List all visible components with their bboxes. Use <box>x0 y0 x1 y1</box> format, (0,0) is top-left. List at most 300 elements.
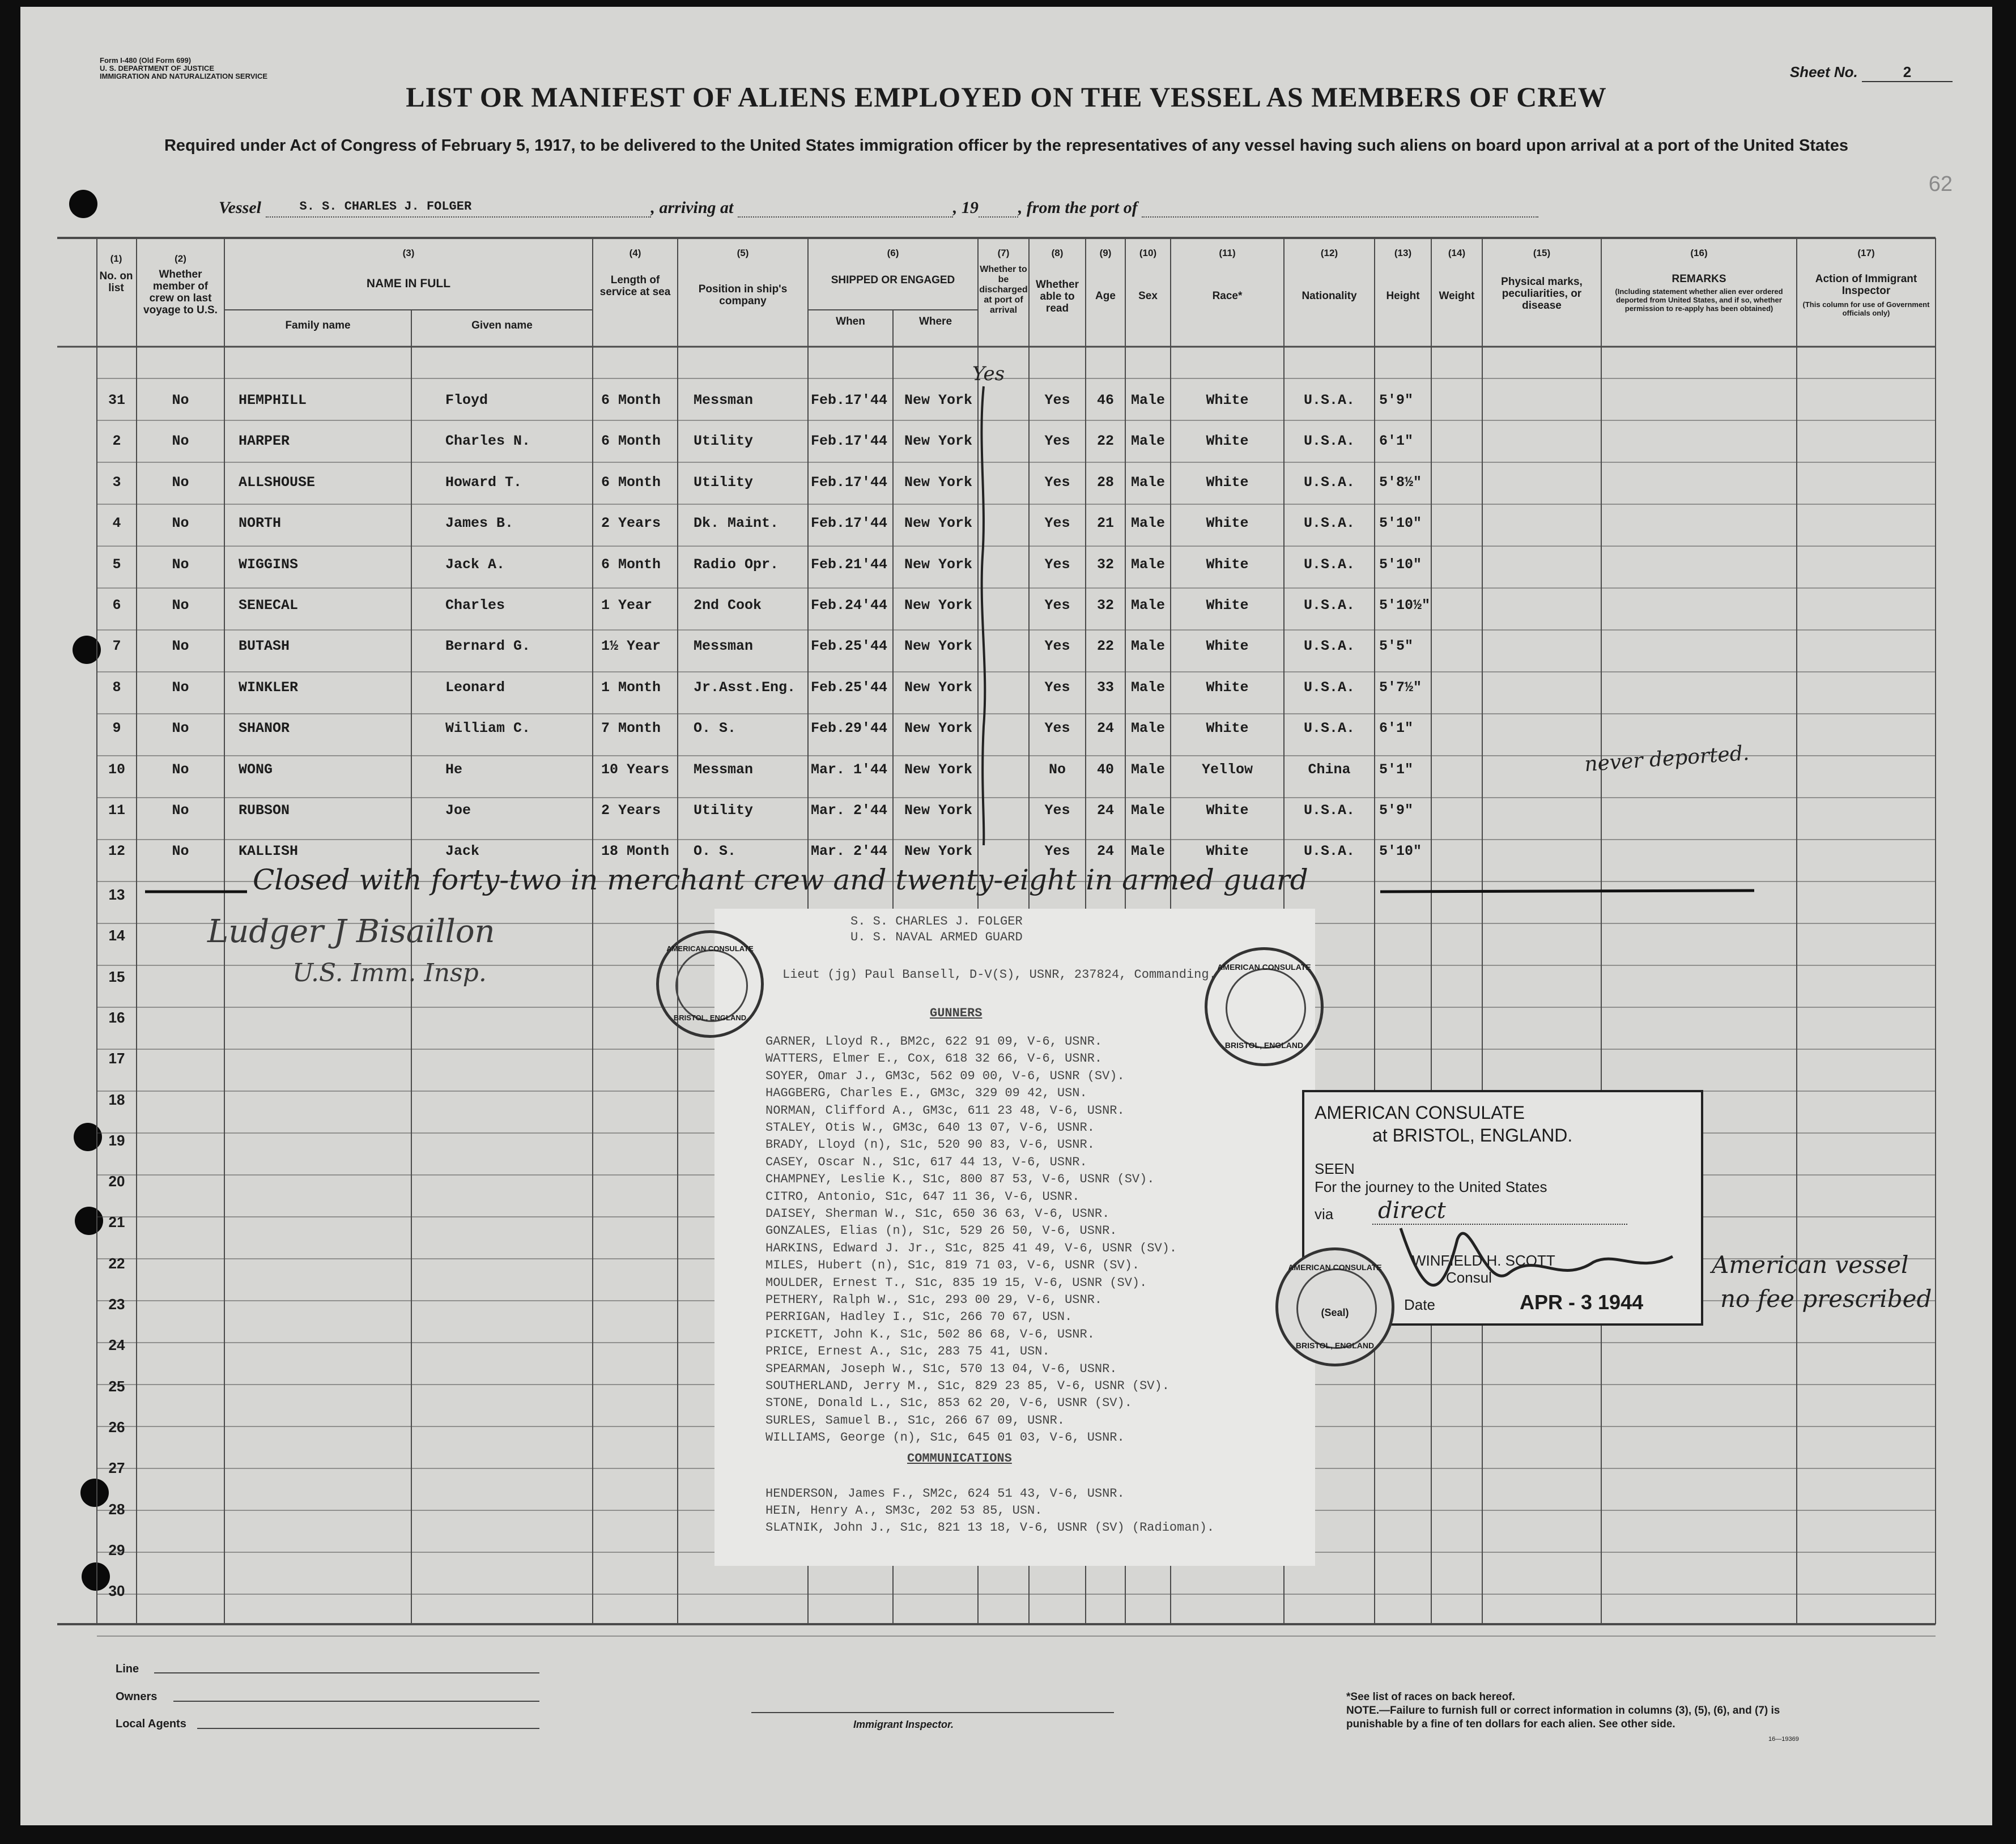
cell-age: 46 <box>1096 392 1114 408</box>
cell-where: New York <box>904 433 973 450</box>
page-subtitle: Required under Act of Congress of February 5, 1917, to be delivered to the United States immigration officer by the representatives of any vessel having such aliens on board upon arrival at a port of the United States <box>164 137 1849 155</box>
sheet-value: 2 <box>1862 63 1953 82</box>
col-17-subheader: (This column for use of Government officials only) <box>1802 300 1930 317</box>
footer-agents-field <box>197 1728 539 1729</box>
row-number: 13 <box>108 886 125 903</box>
row-number: 26 <box>108 1418 125 1436</box>
col-5-header: Position in ship's company <box>698 283 788 307</box>
cell-prev: No <box>172 679 189 696</box>
cell-nationality: U.S.A. <box>1303 843 1355 860</box>
col-16-num: (16) <box>1690 248 1708 258</box>
via-value: direct <box>1378 1198 1446 1224</box>
col-3-family-header: Family name <box>285 320 351 331</box>
handwritten-american-vessel: American vessel <box>1712 1251 1909 1279</box>
cell-nationality: U.S.A. <box>1303 392 1355 408</box>
from-port-label: , from the port of <box>1018 198 1138 217</box>
seen-label: SEEN <box>1315 1160 1355 1177</box>
cell-where: New York <box>904 720 973 737</box>
cell-given: William C. <box>445 720 531 737</box>
cell-prev: No <box>172 474 189 491</box>
cell-prev: No <box>172 597 189 614</box>
page-title: LIST OR MANIFEST OF ALIENS EMPLOYED ON THE VESSEL AS MEMBERS OF CREW <box>406 81 1607 113</box>
cell-height: 5'10" <box>1379 843 1422 860</box>
cell-race: White <box>1206 720 1249 737</box>
col-8-num: (8) <box>1051 248 1064 258</box>
col-2-num: (2) <box>175 253 186 264</box>
cell-when: Mar. 2'44 <box>811 843 888 860</box>
cell-when: Feb.17'44 <box>811 392 888 408</box>
cell-age: 32 <box>1096 597 1114 614</box>
cell-family: SENECAL <box>239 597 299 614</box>
cell-no: 8 <box>112 679 121 696</box>
cell-service: 6 Month <box>601 433 661 450</box>
cell-service: 2 Years <box>601 802 661 819</box>
cell-read: Yes <box>1044 720 1070 737</box>
cell-height: 5'9" <box>1379 802 1414 819</box>
gunner-entry: PETHERY, Ralph W., S1c, 293 00 29, V-6, USNR. <box>765 1293 1103 1307</box>
cell-race: White <box>1206 392 1249 408</box>
cell-given: Jack <box>445 843 480 860</box>
cell-when: Feb.17'44 <box>811 515 888 532</box>
gunner-entry: HARKINS, Edward J. Jr., S1c, 825 41 49, V-6, USNR (SV). <box>765 1241 1177 1255</box>
col-13-header: Height <box>1386 290 1420 302</box>
cell-nationality: U.S.A. <box>1303 474 1355 491</box>
col-12-num: (12) <box>1320 248 1338 258</box>
cell-when: Mar. 1'44 <box>811 761 888 778</box>
gunner-entry: PICKETT, John K., S1c, 502 86 68, V-6, USNR. <box>765 1327 1095 1342</box>
col-3-header: NAME IN FULL <box>366 277 451 290</box>
cell-sex: Male <box>1130 474 1165 491</box>
gunner-entry: MILES, Hubert (n), S1c, 819 71 03, V-6, USNR (SV). <box>765 1258 1140 1273</box>
row-number: 27 <box>108 1459 125 1477</box>
row-number: 30 <box>108 1582 125 1600</box>
col-2-header: Whether member of crew on last voyage to U.S. <box>143 269 218 316</box>
col-7-header: Whether to be discharged at port of arrival <box>979 265 1028 315</box>
cell-age: 22 <box>1096 433 1114 450</box>
seal-text-top: AMERICAN CONSULATE <box>1217 963 1311 972</box>
gunner-entry: CASEY, Oscar N., S1c, 617 44 13, V-6, USNR. <box>765 1155 1087 1169</box>
col-17-header: Action of Immigrant Inspector <box>1815 273 1917 297</box>
cell-service: 6 Month <box>601 474 661 491</box>
cell-family: WONG <box>239 761 273 778</box>
gunner-entry: MOULDER, Ernest T., S1c, 835 19 15, V-6, USNR (SV). <box>765 1275 1147 1290</box>
inspector-signature: Ludger J Bisaillon <box>207 913 495 950</box>
row-number: 29 <box>108 1541 125 1558</box>
cell-read: Yes <box>1044 679 1070 696</box>
cell-position: Radio Opr. <box>694 556 779 573</box>
cell-height: 5'10" <box>1379 556 1422 573</box>
cell-read: Yes <box>1044 392 1070 408</box>
cell-height: 5'5" <box>1379 638 1414 655</box>
cell-age: 22 <box>1096 638 1114 655</box>
cell-when: Mar. 2'44 <box>811 802 888 819</box>
year-label: , 19 <box>952 198 979 217</box>
handwritten-closing-note: Closed with forty-two in merchant crew and twenty-eight in armed guard <box>253 863 1308 896</box>
cell-height: 6'1" <box>1379 720 1414 737</box>
col-9-header: Age <box>1095 290 1116 302</box>
cell-nationality: U.S.A. <box>1303 597 1355 614</box>
footer-line-field <box>154 1672 539 1673</box>
consulate-seal-left <box>656 930 764 1038</box>
cell-prev: No <box>172 433 189 450</box>
consul-title: Consul <box>1446 1269 1492 1286</box>
cell-sex: Male <box>1130 638 1165 655</box>
cell-position: Messman <box>694 761 754 778</box>
footer-code: 16—19369 <box>1768 1736 1799 1743</box>
cell-service: 10 Years <box>601 761 670 778</box>
sheet-label: Sheet No. <box>1789 63 1858 80</box>
cell-given: Leonard <box>445 679 505 696</box>
gunner-entry: PERRIGAN, Hadley I., S1c, 266 70 67, USN. <box>765 1310 1073 1325</box>
cell-read: Yes <box>1044 433 1070 450</box>
handwritten-remark-wong: never deported. <box>1583 741 1750 777</box>
cell-no: 10 <box>108 761 125 778</box>
cell-prev: No <box>172 761 189 778</box>
col-1-num: (1) <box>110 253 122 264</box>
cell-given: Howard T. <box>445 474 522 491</box>
cell-where: New York <box>904 679 973 696</box>
col-10-num: (10) <box>1139 248 1157 258</box>
cell-family: SHANOR <box>239 720 290 737</box>
consulate-location: at BRISTOL, ENGLAND. <box>1372 1125 1573 1145</box>
cell-prev: No <box>172 556 189 573</box>
col-5-num: (5) <box>737 248 749 258</box>
vessel-name: S. S. CHARLES J. FOLGER <box>266 199 651 218</box>
gunner-entry: HAGGBERG, Charles E., GM3c, 329 09 42, USN. <box>765 1086 1087 1101</box>
cell-no: 4 <box>112 515 121 532</box>
gunners-heading: GUNNERS <box>930 1006 983 1020</box>
cell-prev: No <box>172 720 189 737</box>
footer-owners-field <box>173 1701 539 1702</box>
gunner-entry: STALEY, Otis W., GM3c, 640 13 07, V-6, USNR. <box>765 1121 1095 1135</box>
cell-where: New York <box>904 843 973 860</box>
consulate-seal-right <box>1205 947 1324 1066</box>
cell-position: 2nd Cook <box>694 597 762 614</box>
cell-read: Yes <box>1044 843 1070 860</box>
col-13-num: (13) <box>1394 248 1412 258</box>
cell-given: Joe <box>445 802 471 819</box>
seal-text-bottom: BRISTOL, ENGLAND <box>673 1013 747 1022</box>
cell-where: New York <box>904 556 973 573</box>
cell-sex: Male <box>1130 720 1165 737</box>
row-number: 24 <box>108 1336 125 1354</box>
cell-where: New York <box>904 392 973 408</box>
armed-guard-vessel: S. S. CHARLES J. FOLGER <box>850 914 1023 929</box>
gunner-entry: BRADY, Lloyd (n), S1c, 520 90 83, V-6, USNR. <box>765 1138 1095 1152</box>
gunner-entry: WATTERS, Elmer E., Cox, 618 32 66, V-6, USNR. <box>765 1051 1103 1066</box>
cell-nationality: China <box>1308 761 1351 778</box>
cell-sex: Male <box>1130 392 1165 408</box>
col-4-num: (4) <box>629 248 641 258</box>
cell-given: Charles <box>445 597 505 614</box>
gunner-entry: SOYER, Omar J., GM3c, 562 09 00, V-6, USNR (SV). <box>765 1068 1125 1083</box>
row-number: 15 <box>108 968 125 985</box>
cell-race: White <box>1206 843 1249 860</box>
cell-service: 7 Month <box>601 720 661 737</box>
row-number: 28 <box>108 1500 125 1518</box>
col-11-header: Race* <box>1212 290 1243 302</box>
row-number: 17 <box>108 1050 125 1067</box>
gunner-entry: CHAMPNEY, Leslie K., S1c, 800 87 53, V-6, USNR (SV). <box>765 1172 1155 1187</box>
cell-family: HEMPHILL <box>239 392 307 408</box>
cell-given: Bernard G. <box>445 638 531 655</box>
cell-age: 24 <box>1096 802 1114 819</box>
cell-position: Dk. Maint. <box>694 515 779 532</box>
cell-sex: Male <box>1130 761 1165 778</box>
cell-where: New York <box>904 638 973 655</box>
footer-note: NOTE.—Failure to furnish full or correct information in columns (3), (5), (6), and (7) is punishable by a fine of ten dollars for each alien. See other side. <box>1346 1705 1780 1730</box>
col-6-num: (6) <box>887 248 899 258</box>
cell-height: 5'9" <box>1379 392 1414 408</box>
page-number: 62 <box>1928 172 1953 196</box>
discharge-bracket-line <box>961 375 1006 862</box>
cell-height: 5'1" <box>1379 761 1414 778</box>
cell-position: Messman <box>694 392 754 408</box>
seal-text-top: AMERICAN CONSULATE <box>666 944 754 953</box>
cell-sex: Male <box>1130 556 1165 573</box>
cell-height: 5'8½" <box>1379 474 1422 491</box>
col-9-num: (9) <box>1099 248 1112 258</box>
footer-races-note: *See list of races on back hereof. <box>1346 1691 1515 1703</box>
inspector-signature-line <box>751 1712 1114 1713</box>
cell-age: 28 <box>1096 474 1114 491</box>
cell-nationality: U.S.A. <box>1303 679 1355 696</box>
gunner-entry: SURLES, Samuel B., S1c, 266 67 09, USNR. <box>765 1413 1065 1428</box>
gunner-entry: SOUTHERLAND, Jerry M., S1c, 829 23 85, V-6, USNR (SV). <box>765 1379 1169 1393</box>
col-12-header: Nationality <box>1302 290 1357 302</box>
consul-signature <box>1389 1206 1684 1319</box>
col-8-header: Whether able to read <box>1036 279 1079 314</box>
cell-position: Utility <box>694 474 754 491</box>
gunner-entry: GARNER, Lloyd R., BM2c, 622 91 09, V-6, USNR. <box>765 1034 1103 1049</box>
department-name: U. S. DEPARTMENT OF JUSTICE <box>100 64 214 73</box>
row-number: 23 <box>108 1296 125 1313</box>
cell-given: Charles N. <box>445 433 531 450</box>
footer-owners-label: Owners <box>116 1690 158 1703</box>
col-3-given-header: Given name <box>471 320 533 331</box>
gunner-entry: PRICE, Ernest A., S1c, 283 75 41, USN. <box>765 1344 1050 1359</box>
armed-guard-officer: Lieut (jg) Paul Bansell, D-V(S), USNR, 237824, Commanding. <box>782 968 1217 982</box>
consulate-seal-center <box>1275 1247 1394 1366</box>
cell-prev: No <box>172 392 189 408</box>
cell-no: 11 <box>108 802 125 819</box>
col-3-num: (3) <box>402 248 415 258</box>
cell-no: 12 <box>108 843 125 860</box>
communications-entry: HENDERSON, James F., SM2c, 624 51 43, V-6, USNR. <box>765 1487 1125 1501</box>
cell-read: Yes <box>1044 556 1070 573</box>
cell-age: 33 <box>1096 679 1114 696</box>
cell-age: 40 <box>1096 761 1114 778</box>
col-14-header: Weight <box>1439 290 1475 302</box>
inspector-title: U.S. Imm. Insp. <box>292 959 487 987</box>
gunner-entry: WILLIAMS, George (n), S1c, 645 01 03, V-6, USNR. <box>765 1430 1125 1445</box>
date-label: Date <box>1404 1296 1435 1313</box>
cell-read: Yes <box>1044 597 1070 614</box>
col-10-header: Sex <box>1138 290 1158 302</box>
cell-race: White <box>1206 433 1249 450</box>
row-number: 25 <box>108 1377 125 1395</box>
footer-inspector-label: Immigrant Inspector. <box>853 1719 954 1730</box>
cell-no: 2 <box>112 433 121 450</box>
col-7-num: (7) <box>997 248 1010 258</box>
cell-nationality: U.S.A. <box>1303 638 1355 655</box>
row-number: 22 <box>108 1254 125 1272</box>
handwritten-yes: Yes <box>972 363 1005 385</box>
form-number: Form I-480 (Old Form 699) <box>100 56 192 65</box>
cell-position: O. S. <box>694 720 737 737</box>
seal-text-bottom: BRISTOL, ENGLAND <box>1224 1041 1304 1050</box>
seal-text-top: AMERICAN CONSULATE <box>1288 1263 1382 1272</box>
service-name: IMMIGRATION AND NATURALIZATION SERVICE <box>100 72 268 80</box>
col-11-num: (11) <box>1219 248 1236 258</box>
cell-no: 9 <box>112 720 121 737</box>
col-16-header: REMARKS <box>1672 273 1726 285</box>
cell-nationality: U.S.A. <box>1303 433 1355 450</box>
cell-when: Feb.25'44 <box>811 638 888 655</box>
cell-given: Floyd <box>445 392 488 408</box>
cell-sex: Male <box>1130 597 1165 614</box>
cell-race: Yellow <box>1201 761 1253 778</box>
seal-label: (Seal) <box>1321 1307 1349 1318</box>
col-16-subheader: (Including statement whether alien ever ordered deported from United States, and if so, whether permission to re-apply has been obtained) <box>1615 287 1783 313</box>
cell-position: Jr.Asst.Eng. <box>694 679 796 696</box>
cell-read: No <box>1048 761 1066 778</box>
cell-race: White <box>1206 515 1249 532</box>
cell-race: White <box>1206 802 1249 819</box>
communications-entry: HEIN, Henry A., SM3c, 202 53 85, USN. <box>765 1504 1043 1518</box>
cell-when: Feb.17'44 <box>811 433 888 450</box>
footer-line-label: Line <box>116 1663 139 1675</box>
cell-read: Yes <box>1044 638 1070 655</box>
cell-when: Feb.25'44 <box>811 679 888 696</box>
cell-prev: No <box>172 843 189 860</box>
cell-where: New York <box>904 802 973 819</box>
cell-family: NORTH <box>239 515 282 532</box>
cell-nationality: U.S.A. <box>1303 556 1355 573</box>
via-label: via <box>1315 1206 1334 1223</box>
cell-service: 1½ Year <box>601 638 661 655</box>
cell-position: O. S. <box>694 843 737 860</box>
cell-service: 6 Month <box>601 392 661 408</box>
footer-agents-label: Local Agents <box>116 1718 186 1730</box>
cell-when: Feb.29'44 <box>811 720 888 737</box>
cell-age: 21 <box>1096 515 1114 532</box>
gunner-entry: NORMAN, Clifford A., GM3c, 611 23 48, V-6, USNR. <box>765 1103 1125 1118</box>
cell-given: Jack A. <box>445 556 505 573</box>
cell-family: WIGGINS <box>239 556 299 573</box>
cell-given: He <box>445 761 463 778</box>
cell-where: New York <box>904 761 973 778</box>
cell-prev: No <box>172 802 189 819</box>
cell-service: 1 Month <box>601 679 661 696</box>
date-value: APR - 3 1944 <box>1520 1291 1644 1314</box>
cell-family: ALLSHOUSE <box>239 474 316 491</box>
cell-nationality: U.S.A. <box>1303 720 1355 737</box>
cell-no: 31 <box>108 392 125 408</box>
cell-where: New York <box>904 515 973 532</box>
communications-heading: COMMUNICATIONS <box>907 1451 1012 1466</box>
seal-text-bottom: BRISTOL, ENGLAND <box>1295 1341 1375 1350</box>
cell-sex: Male <box>1130 843 1165 860</box>
cell-age: 24 <box>1096 843 1114 860</box>
col-6-when-header: When <box>836 316 865 327</box>
cell-no: 3 <box>112 474 121 491</box>
cell-family: WINKLER <box>239 679 299 696</box>
row-number: 19 <box>108 1131 125 1149</box>
cell-no: 6 <box>112 597 121 614</box>
col-17-num: (17) <box>1857 248 1875 258</box>
journey-label: For the journey to the United States <box>1315 1178 1547 1195</box>
cell-family: RUBSON <box>239 802 290 819</box>
gunner-entry: GONZALES, Elias (n), S1c, 529 26 50, V-6, USNR. <box>765 1224 1117 1238</box>
col-15-num: (15) <box>1533 248 1551 258</box>
cell-nationality: U.S.A. <box>1303 802 1355 819</box>
cell-no: 7 <box>112 638 121 655</box>
cell-prev: No <box>172 638 189 655</box>
cell-age: 24 <box>1096 720 1114 737</box>
col-6-where-header: Where <box>918 316 952 327</box>
handwritten-no-fee: no fee prescribed <box>1720 1285 1932 1313</box>
cell-height: 5'7½" <box>1379 679 1422 696</box>
gunner-entry: SPEARMAN, Joseph W., S1c, 570 13 04, V-6, USNR. <box>765 1361 1117 1376</box>
cell-position: Utility <box>694 802 754 819</box>
consulate-title: AMERICAN CONSULATE <box>1315 1102 1525 1123</box>
manifest-sheet <box>20 7 1992 1825</box>
col-4-header: Length of service at sea <box>599 274 671 298</box>
gunner-entry: DAISEY, Sherman W., S1c, 650 36 63, V-6, USNR. <box>765 1207 1110 1221</box>
cell-race: White <box>1206 638 1249 655</box>
col-15-header: Physical marks, peculiarities, or disease <box>1501 276 1583 312</box>
cell-age: 32 <box>1096 556 1114 573</box>
vessel-label: Vessel <box>219 198 261 217</box>
row-number: 14 <box>108 927 125 944</box>
cell-service: 18 Month <box>601 843 670 860</box>
cell-given: James B. <box>445 515 514 532</box>
row-number: 21 <box>108 1213 125 1231</box>
cell-read: Yes <box>1044 515 1070 532</box>
cell-read: Yes <box>1044 802 1070 819</box>
cell-family: BUTASH <box>239 638 290 655</box>
gunner-entry: CITRO, Antonio, S1c, 647 11 36, V-6, USNR. <box>765 1189 1080 1204</box>
cell-prev: No <box>172 515 189 532</box>
col-1-header: No. on list <box>99 270 133 294</box>
consul-name: WINFIELD H. SCOTT <box>1412 1252 1555 1269</box>
cell-no: 5 <box>112 556 121 573</box>
cell-where: New York <box>904 597 973 614</box>
cell-race: White <box>1206 474 1249 491</box>
cell-family: HARPER <box>239 433 290 450</box>
cell-service: 6 Month <box>601 556 661 573</box>
cell-where: New York <box>904 474 973 491</box>
cell-read: Yes <box>1044 474 1070 491</box>
cell-race: White <box>1206 597 1249 614</box>
cell-service: 2 Years <box>601 515 661 532</box>
cell-sex: Male <box>1130 515 1165 532</box>
cell-position: Utility <box>694 433 754 450</box>
col-6-header: SHIPPED OR ENGAGED <box>831 274 955 286</box>
cell-when: Feb.21'44 <box>811 556 888 573</box>
cell-race: White <box>1206 679 1249 696</box>
cell-race: White <box>1206 556 1249 573</box>
cell-position: Messman <box>694 638 754 655</box>
cell-nationality: U.S.A. <box>1303 515 1355 532</box>
cell-height: 6'1" <box>1379 433 1414 450</box>
row-number: 18 <box>108 1091 125 1108</box>
arriving-label: , arriving at <box>650 198 734 217</box>
cell-when: Feb.24'44 <box>811 597 888 614</box>
communications-entry: SLATNIK, John J., S1c, 821 13 18, V-6, USNR (SV) (Radioman). <box>765 1521 1215 1535</box>
row-number: 16 <box>108 1008 125 1026</box>
